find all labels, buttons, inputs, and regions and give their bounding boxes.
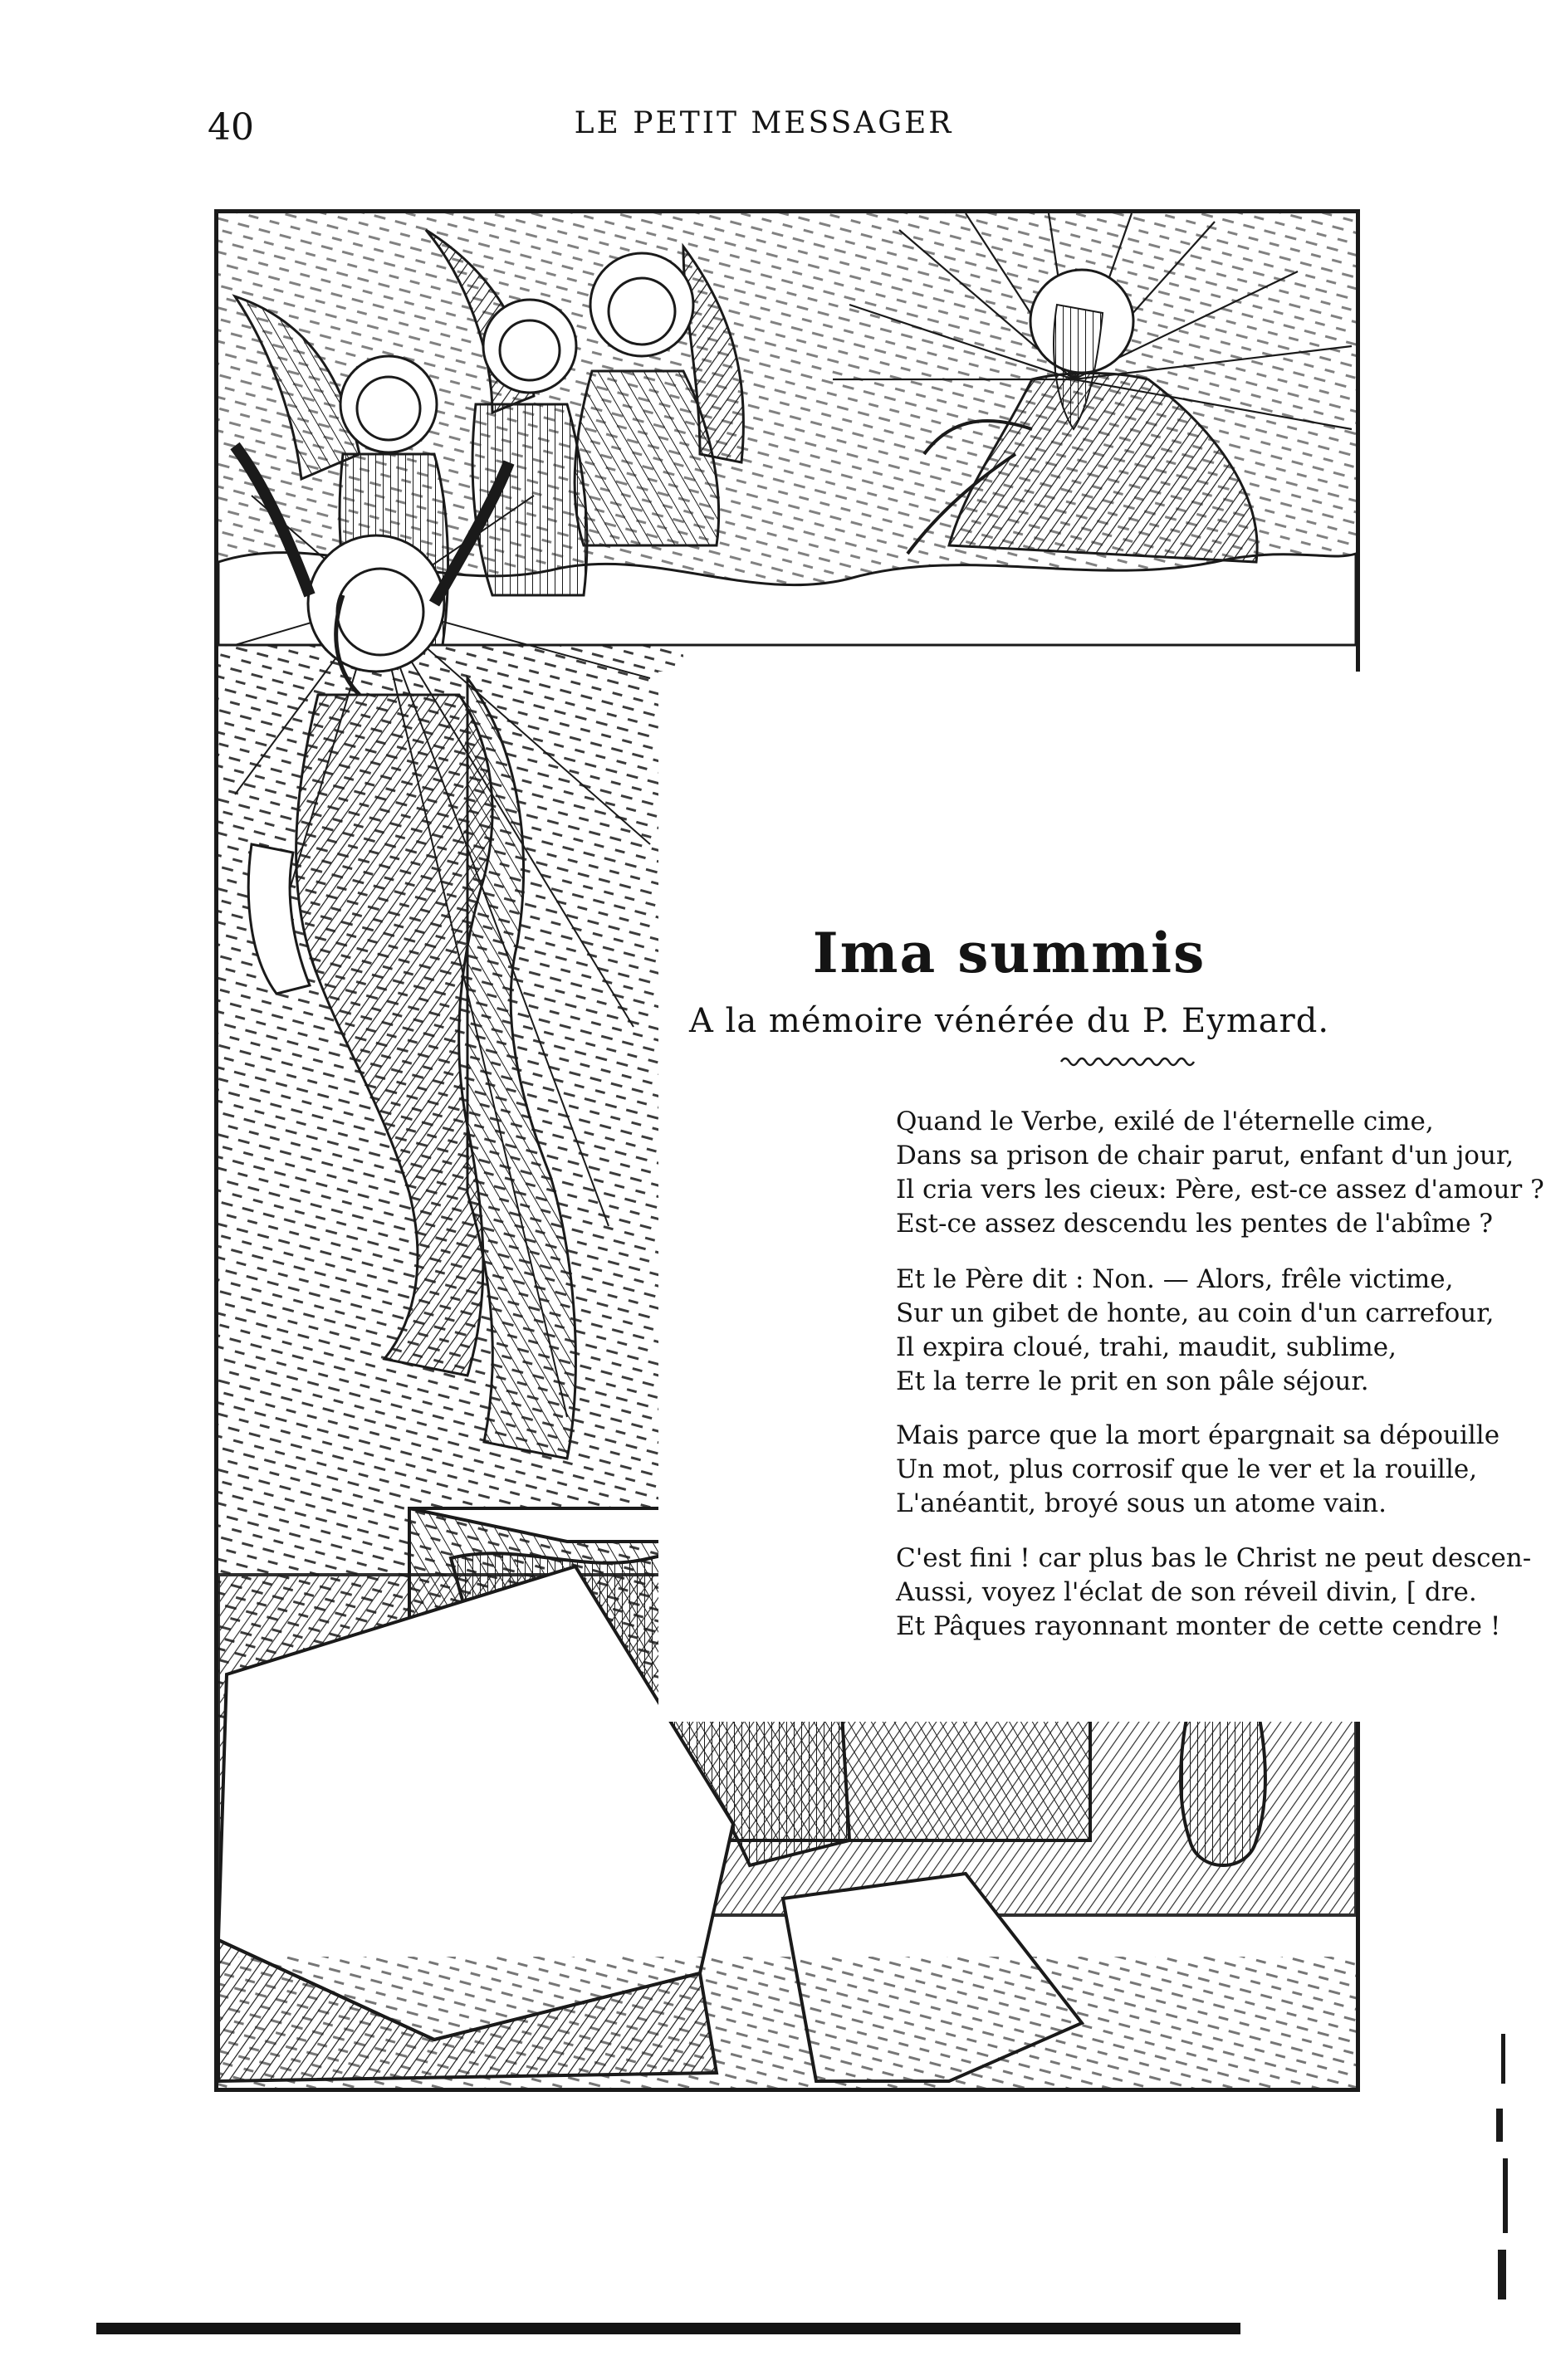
poem-dedication: A la mémoire vénérée du P. Eymard. bbox=[688, 1002, 1330, 1040]
wavy-rule-ornament bbox=[1061, 1055, 1194, 1068]
verse-line: Est-ce assez descendu les pentes de l'abîme ? bbox=[896, 1209, 1493, 1239]
verse-line: Dans sa prison de chair parut, enfant d'un jour, bbox=[896, 1141, 1514, 1170]
verse-line: Il expira cloué, trahi, maudit, sublime, bbox=[896, 1332, 1397, 1362]
stanza-3 bbox=[896, 1419, 1500, 1521]
stanza-2 bbox=[896, 1263, 1495, 1399]
verse-line: L'anéantit, broyé sous un atome vain. bbox=[896, 1488, 1387, 1518]
verse-line: Il cria vers les cieux: Père, est-ce assez d'amour ? bbox=[896, 1175, 1544, 1205]
illustration-frame bbox=[214, 209, 1544, 2092]
poem-panel bbox=[658, 672, 1544, 1722]
verse-line: Sur un gibet de honte, au coin d'un carrefour, bbox=[896, 1298, 1495, 1328]
verse-line: Et Pâques rayonnant monter de cette cendre ! bbox=[896, 1611, 1501, 1641]
verse-line: Quand le Verbe, exilé de l'éternelle cime, bbox=[896, 1107, 1434, 1136]
verse-line: Un mot, plus corrosif que le ver et la rouille, bbox=[896, 1454, 1478, 1484]
bottom-rule bbox=[96, 2323, 1240, 2334]
verse-line: Mais parce que la mort épargnait sa dépouille bbox=[896, 1420, 1500, 1450]
page-number: 40 bbox=[208, 106, 254, 149]
verse-line: Et le Père dit : Non. — Alors, frêle victime, bbox=[896, 1264, 1454, 1294]
verse-line: Aussi, voyez l'éclat de son réveil divin, [ dre. bbox=[896, 1577, 1477, 1607]
stanza-1 bbox=[896, 1105, 1544, 1241]
margin-speckle bbox=[1486, 2026, 1519, 2308]
verse-line: Et la terre le prit en son pâle séjour. bbox=[896, 1366, 1369, 1396]
stanza-4 bbox=[896, 1542, 1532, 1644]
poem-title: Ima summis bbox=[812, 921, 1206, 985]
verse-line: C'est fini ! car plus bas le Christ ne peut descen- bbox=[896, 1543, 1532, 1573]
running-head: LE PETIT MESSAGER bbox=[574, 106, 954, 140]
